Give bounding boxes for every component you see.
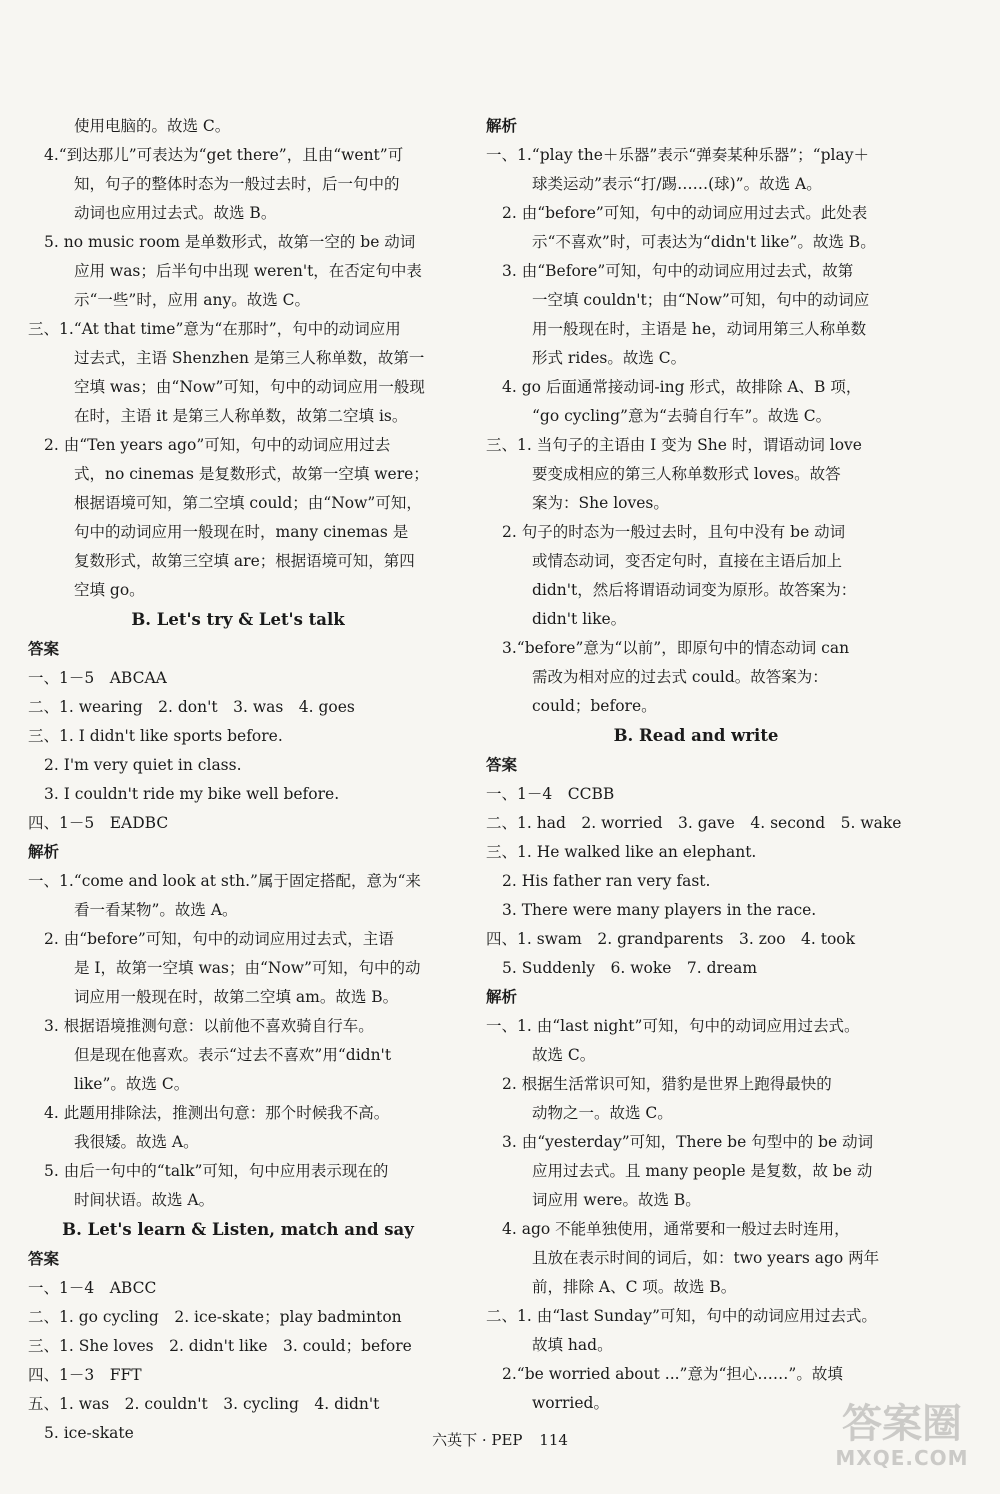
section-label: 解析 [486,988,518,1006]
section-heading: B. Let's try & Let's talk [131,610,345,629]
text-line: 前，排除 A、C 项。故选 B。 [532,1278,737,1296]
text-line: 用一般现在时，主语是 he，动词用第三人称单数 [532,320,867,338]
section-label: 解析 [486,117,518,135]
text-line: 5. ice-skate [44,1424,134,1442]
text-line: 二、1. had 2. worried 3. gave 4. second 5. wake [486,814,902,832]
text-line: 2. 由“before”可知，句中的动词应用过去式，主语 [44,930,394,948]
text-line: 4. ago 不能单独使用，通常要和一般过去时连用， [502,1220,850,1238]
text-line: 5. 由后一句中的“talk”可知，句中应用表示现在的 [44,1162,389,1180]
text-line: 3. There were many players in the race. [502,901,817,919]
text-line: 过去式，主语 Shenzhen 是第三人称单数，故第一 [74,349,425,367]
text-line: 一、1－4 CCBB [486,785,615,803]
watermark-logo-text: 答案圈 [842,1401,962,1447]
text-line: 三、1. He walked like an elephant. [486,843,757,861]
text-line: 或情态动词，变否定句时，直接在主语后加上 [532,552,843,570]
text-line: 知，句子的整体时态为一般过去时，后一句中的 [74,175,400,193]
text-line: 四、1. swam 2. grandparents 3. zoo 4. took [486,930,856,948]
text-line: “go cycling”意为“去骑自行车”。故选 C。 [532,407,832,425]
left-column [28,112,448,1448]
text-line: 复数形式，故第三空填 are；根据语境可知，第四 [74,552,415,570]
text-line: 4. 此题用排除法，推测出句意：那个时候我不高。 [44,1104,390,1122]
text-line: 应用过去式。且 many people 是复数，故 be 动 [532,1162,873,1180]
text-line: 3. 根据语境推测句意：以前他不喜欢骑自行车。 [44,1017,374,1035]
text-line: 三、1. She loves 2. didn't like 3. could；before [28,1337,412,1355]
text-line: 故选 C。 [532,1046,596,1064]
text-line: 示“一些”时，应用 any。故选 C。 [74,291,311,309]
watermark-url: MXQE.COM [835,1446,969,1470]
text-line: 2. His father ran very fast. [502,872,711,890]
text-line: 球类运动”表示“打/踢……(球)”。故选 A。 [532,175,822,193]
text-line: 形式 rides。故选 C。 [532,349,687,367]
text-line: 词应用 were。故选 B。 [532,1191,701,1209]
text-line: 2. 由“Ten years ago”可知，句中的动词应用过去 [44,436,391,454]
text-line: 2. 句子的时态为一般过去时，且句中没有 be 动词 [502,523,846,541]
text-line: 2. 根据生活常识可知，猎豹是世界上跑得最快的 [502,1075,832,1093]
right-column [486,112,906,1418]
text-line: 句中的动词应用一般现在时，many cinemas 是 [74,523,409,541]
section-label: 答案 [486,756,518,774]
text-line: 三、1. I didn't like sports before. [28,727,283,745]
text-line: 根据语境可知，第二空填 could；由“Now”可知， [74,494,422,512]
text-line: 案为：She loves。 [532,494,669,512]
text-line: 二、1. wearing 2. don't 3. was 4. goes [28,698,355,716]
text-line: didn't like。 [532,610,627,628]
text-line: 是 I，故第一空填 was；由“Now”可知，句中的动 [74,959,421,977]
text-line: 五、1. was 2. couldn't 3. cycling 4. didn't [28,1395,380,1413]
text-line: like”。故选 C。 [74,1075,190,1093]
text-line: 3. I couldn't ride my bike well before. [44,785,340,803]
text-line: 示“不喜欢”时，可表达为“didn't like”。故选 B。 [532,233,876,251]
text-line: could；before。 [532,697,657,715]
section-heading: B. Let's learn & Listen, match and say [62,1220,414,1239]
text-line: 一、1. 由“last night”可知，句中的动词应用过去式。 [486,1017,860,1035]
text-line: 空填 go。 [74,581,145,599]
text-line: 看一看某物”。故选 A。 [74,901,238,919]
text-line: 要变成相应的第三人称单数形式 loves。故答 [532,465,841,483]
text-line: 3. 由“Before”可知，句中的动词应用过去式，故第 [502,262,854,280]
section-label: 答案 [28,1250,60,1268]
text-line: 一、1.“play the＋乐器”表示“弹奏某种乐器”；“play＋ [486,146,869,164]
text-line: 应用 was；后半句中出现 weren't，在否定句中表 [74,262,422,280]
text-line: 动物之一。故选 C。 [532,1104,673,1122]
text-line: 一、1－5 ABCAA [28,669,167,687]
text-line: 在时，主语 it 是第三人称单数，故第二空填 is。 [74,407,408,425]
text-line: 我很矮。故选 A。 [74,1133,199,1151]
text-line: 三、1.“At that time”意为“在那时”，句中的动词应用 [28,320,401,338]
text-line: 但是现在他喜欢。表示“过去不喜欢”用“didn't [74,1046,392,1064]
text-line: 一、1－4 ABCC [28,1279,157,1297]
text-line: 三、1. 当句子的主语由 I 变为 She 时，谓语动词 love [486,436,862,454]
text-line: 四、1－3 FFT [28,1366,142,1384]
page-number: 114 [539,1431,568,1449]
text-line: 5. Suddenly 6. woke 7. dream [502,959,758,977]
text-line: 词应用一般现在时，故第二空填 am。故选 B。 [74,988,399,1006]
section-label: 答案 [28,640,60,658]
text-line: 一、1.“come and look at sth.”属于固定搭配，意为“来 [28,872,421,890]
text-line: worried。 [532,1394,609,1412]
text-line: 式，no cinemas 是复数形式，故第一空填 were； [74,465,429,483]
text-line: 二、1. go cycling 2. ice-skate；play badminton [28,1308,402,1326]
text-line: 四、1－5 EADBC [28,814,169,832]
text-line: 2. 由“before”可知，句中的动词应用过去式。此处表 [502,204,868,222]
text-line: 且放在表示时间的词后，如：two years ago 两年 [532,1249,880,1267]
site-watermark [822,1402,982,1482]
text-line: 故填 had。 [532,1336,613,1354]
text-line: didn't，然后将谓语动词变为原形。故答案为： [532,581,857,599]
text-line: 3.“before”意为“以前”，即原句中的情态动词 can [502,639,850,657]
text-line: 需改为相对应的过去式 could。故答案为： [532,668,828,686]
text-line: 4. go 后面通常接动词-ing 形式，故排除 A、B 项， [502,378,862,396]
text-line: 使用电脑的。故选 C。 [74,117,231,135]
text-line: 3. 由“yesterday”可知，There be 句型中的 be 动词 [502,1133,874,1151]
text-line: 一空填 couldn't；由“Now”可知，句中的动词应 [532,291,870,309]
book-label: 六英下 · PEP [432,1431,523,1449]
section-heading: B. Read and write [613,726,779,745]
text-line: 4.“到达那儿”可表达为“get there”，且由“went”可 [44,146,404,164]
text-line: 动词也应用过去式。故选 B。 [74,204,277,222]
text-line: 5. no music room 是单数形式，故第一空的 be 动词 [44,233,416,251]
text-line: 二、1. 由“last Sunday”可知，句中的动词应用过去式。 [486,1307,877,1325]
text-line: 2.“be worried about ...”意为“担心……”。故填 [502,1365,843,1383]
text-line: 2. I'm very quiet in class. [44,756,242,774]
text-line: 时间状语。故选 A。 [74,1191,215,1209]
section-label: 解析 [28,843,60,861]
text-line: 空填 was；由“Now”可知，句中的动词应用一般现 [74,378,425,396]
